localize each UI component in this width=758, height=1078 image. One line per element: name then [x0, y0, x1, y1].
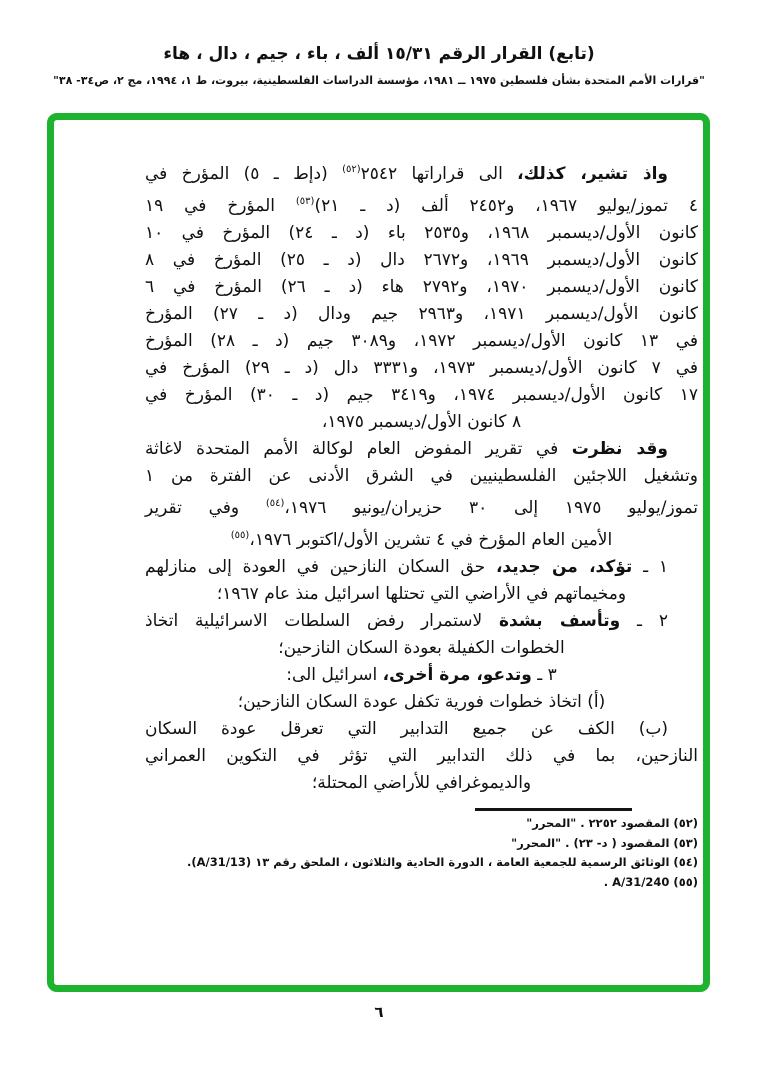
body-line — [145, 689, 698, 716]
body-line — [145, 220, 698, 247]
body-text: في تقرير المفوض العام لوكالة الأمم المتحدة لاغاثة — [145, 439, 572, 459]
body-text: ١ ـ — [632, 557, 668, 577]
green-border-frame — [47, 113, 710, 992]
footnote-reference: (٥٢) — [342, 164, 361, 175]
body-text: ٤ تموز/يوليو ١٩٦٧، و٢٤٥٢ ألف (د ـ ٢١) — [314, 196, 698, 216]
body-line — [145, 522, 698, 554]
body-line — [145, 188, 698, 220]
footnote-reference: (٥٣) — [295, 196, 315, 207]
body-line — [145, 554, 698, 581]
body-text: في ٧ كانون الأول/ديسمبر ١٩٧٣، و٣٣٣١ دال (د ـ ٢٩) المؤرخ في — [145, 358, 699, 378]
document-source-citation: "قرارات الأمم المتحدة بشأن فلسطين ١٩٧٥ ــ ١٩٨١، مؤسسة الدراسات الفلسطينية، بيروت، ط ١، ١٩٩٤، مج ٢، ص٣٤- ٣٨" — [53, 74, 705, 87]
body-line — [145, 608, 698, 635]
body-text: وقد نظرت — [571, 439, 668, 459]
document-title: (تابع) القرار الرقم ١٥/٣١ ألف ، باء ، جيم ، دال ، هاء — [163, 44, 595, 64]
body-line — [145, 355, 698, 382]
body-text: وتشغيل اللاجئين الفلسطينيين في الشرق الأدنى عن الفترة من ١ — [145, 466, 698, 486]
body-line — [145, 409, 698, 436]
body-line — [145, 662, 698, 689]
body-text: كانون الأول/ديسمبر ١٩٧٠، و٢٧٩٢ هاء (د ـ ٢٦) المؤرخ في ٦ — [145, 277, 699, 297]
body-text: ٢ ـ — [620, 611, 668, 631]
body-line — [145, 328, 698, 355]
body-text: كانون الأول/ديسمبر ١٩٦٨، و٢٥٣٥ باء (د ـ ٢٤) المؤرخ في ١٠ — [145, 223, 698, 243]
footnote-line: (٥٥) A/31/240 . — [603, 874, 698, 889]
body-text: ١٧ كانون الأول/ديسمبر ١٩٧٤، و٣٤١٩ جيم (د ـ ٣٠) المؤرخ في — [145, 385, 698, 405]
body-text: وتدعو، مرة أخرى، — [382, 665, 532, 685]
footnote-line: (٥٣) المقصود ( د- ٢٣) . "المحرر" — [511, 835, 698, 850]
body-line — [145, 716, 698, 743]
body-text: تموز/يوليو ١٩٧٥ إلى ٣٠ حزيران/يونيو ١٩٧٦، — [284, 498, 699, 518]
body-line — [145, 436, 698, 463]
body-text: ومخيماتهم في الأراضي التي تحتلها اسرائيل منذ عام ١٩٦٧؛ — [216, 584, 627, 604]
body-text: حق السكان النازحين في العودة إلى منازلهم — [145, 557, 496, 577]
body-line — [145, 301, 698, 328]
body-text: النازحين، بما في ذلك التدابير التي تؤثر في التكوين العمراني — [145, 746, 698, 766]
body-text: (أ) اتخاذ خطوات فورية تكفل عودة السكان النازحين؛ — [237, 692, 606, 712]
body-text: الى قراراتها ٢٥٤٢ — [360, 164, 518, 184]
body-text: اسرائيل الى: — [286, 665, 383, 685]
body-text: الخطوات الكفيلة بعودة السكان النازحين؛ — [278, 638, 565, 658]
body-text: ٣ ـ — [531, 665, 557, 685]
body-text: والديموغرافي للأراضي المحتلة؛ — [311, 773, 532, 793]
footnote-separator — [475, 808, 632, 811]
body-line — [145, 156, 698, 188]
footnote-reference: (٥٥) — [230, 530, 250, 541]
body-line — [145, 274, 698, 301]
footnote-line: (٥٤) الوثائق الرسمية للجمعية العامة ، الدورة الحادية والثلاثون ، الملحق رقم ١٣ (A/31/13). — [186, 855, 698, 869]
body-text: وفي تقرير — [145, 498, 266, 518]
body-text: وتأسف بشدة — [499, 611, 621, 631]
document-body — [145, 156, 698, 797]
body-text: المؤرخ في ١٩ — [145, 196, 296, 216]
body-line — [145, 382, 698, 409]
body-text: (دإط ـ ٥) المؤرخ في — [145, 164, 343, 184]
body-text: ٨ كانون الأول/ديسمبر ١٩٧٥، — [321, 412, 522, 432]
body-line — [145, 743, 698, 770]
body-line — [145, 463, 698, 490]
body-line — [145, 635, 698, 662]
footnotes-section — [64, 814, 698, 892]
body-text: لاستمرار رفض السلطات الاسرائيلية اتخاذ — [145, 611, 500, 631]
body-text: كانون الأول/ديسمبر ١٩٧١، و٢٩٦٣ جيم ودال (د ـ ٢٧) المؤرخ — [145, 304, 698, 324]
body-text: كانون الأول/ديسمبر ١٩٦٩، و٢٦٧٢ دال (د ـ ٢٥) المؤرخ في ٨ — [145, 250, 699, 270]
body-line — [145, 770, 698, 797]
footnote-reference: (٥٤) — [265, 498, 285, 509]
body-line — [145, 490, 698, 522]
body-line — [145, 581, 698, 608]
body-text: الأمين العام المؤرخ في ٤ تشرين الأول/اكتوبر ١٩٧٦، — [249, 530, 613, 550]
page-number: ٦ — [374, 1003, 384, 1021]
footnote-line: (٥٢) المقصود ٢٢٥٢ . "المحرر" — [526, 816, 698, 830]
body-text: واذ تشير، كذلك، — [517, 164, 668, 184]
body-line — [145, 247, 698, 274]
body-text: في ١٣ كانون الأول/ديسمبر ١٩٧٢، و٣٠٨٩ جيم (د ـ ٢٨) المؤرخ — [145, 331, 698, 351]
body-text: تؤكد، من جديد، — [495, 557, 633, 577]
body-text: (ب) الكف عن جميع التدابير التي تعرقل عودة السكان — [145, 719, 668, 739]
